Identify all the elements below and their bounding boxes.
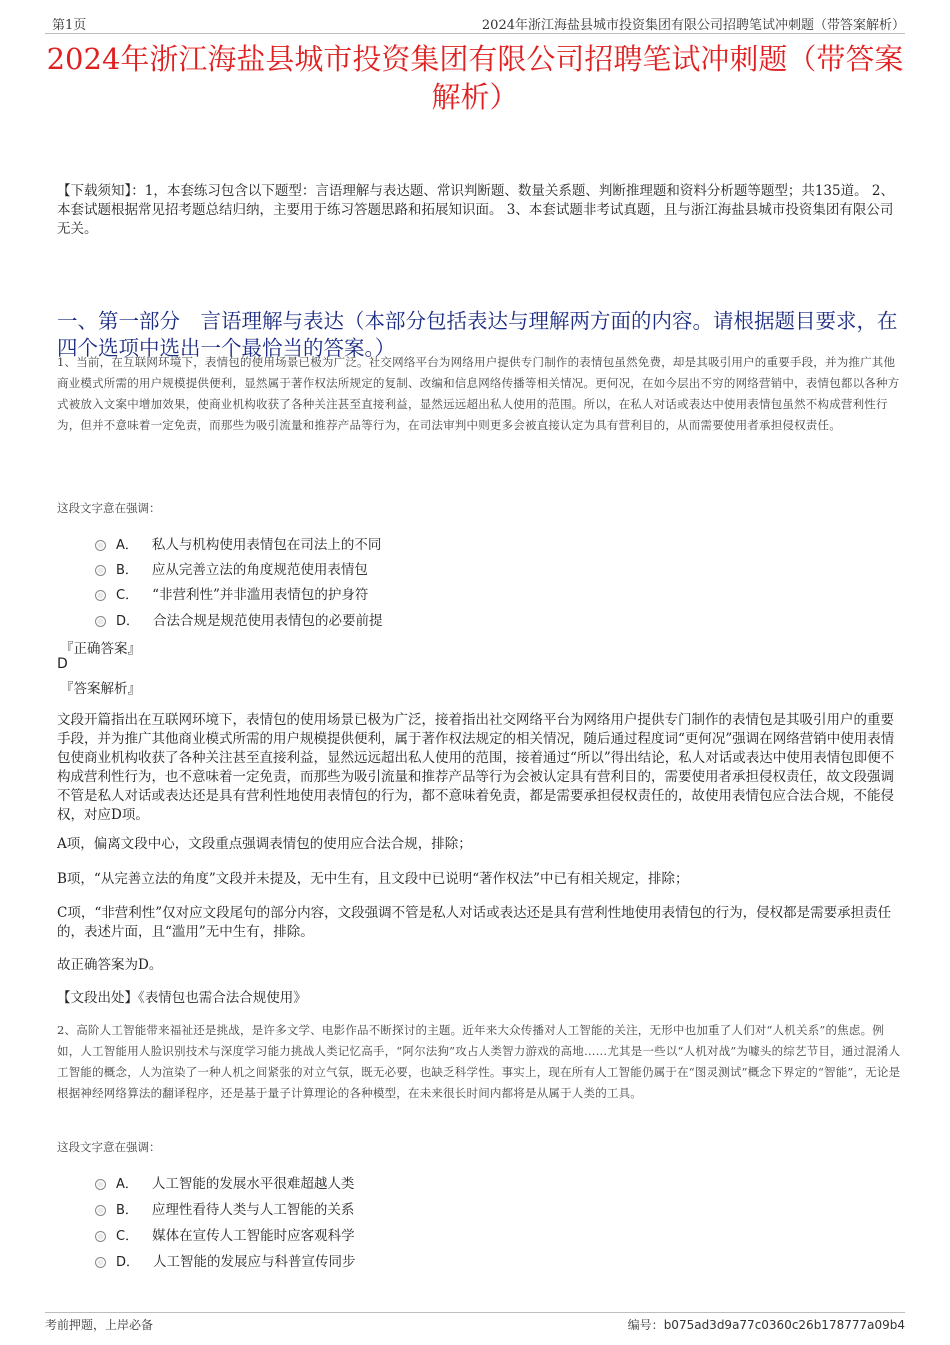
page-number: 第1页 (52, 18, 87, 33)
option-letter: D． (116, 613, 140, 629)
option-text: 应理性看待人类与人工智能的关系 (151, 1202, 355, 1218)
question-2-prompt: 这段文字意在强调： (57, 1140, 161, 1154)
option-letter: C． (116, 1228, 139, 1244)
answer-label: 『正确答案』 (60, 641, 141, 657)
footer-slogan: 考前押题，上岸必备 (45, 1318, 154, 1332)
option-letter: B． (116, 1202, 138, 1218)
q1-option-b[interactable] (95, 558, 368, 578)
footer-code (628, 1316, 905, 1333)
section-heading: 一、第一部分 言语理解与表达（本部分包括表达与理解两方面的内容。请根据题目要求，在四个选项中选出一个最恰当的答案。） (57, 309, 898, 360)
radio-icon[interactable] (95, 1179, 106, 1190)
radio-icon[interactable] (95, 540, 106, 551)
option-text: 媒体在宣传人工智能时应客观科学 (152, 1228, 355, 1244)
source-citation: 【文段出处】《表情包也需合法合规使用》 (57, 990, 307, 1006)
option-letter: C． (116, 587, 139, 603)
radio-icon[interactable] (95, 1257, 106, 1268)
question-1-prompt: 这段文字意在强调： (57, 501, 161, 515)
option-text: 人工智能的发展应与科普宣传同步 (153, 1254, 356, 1270)
page-title: 2024年浙江海盐县城市投资集团有限公司招聘笔试冲刺题（带答案解析） (46, 42, 904, 114)
analysis-option-c: C项，“非营利性”仅对应文段尾句的部分内容，文段强调不管是私人对话或表达还是具有营利性地使用表情包的行为，侵权都是需要承担责任的，表述片面，且“滥用”无中生有，排除。 (57, 905, 892, 940)
q1-option-c[interactable] (95, 583, 368, 603)
radio-icon[interactable] (95, 1231, 106, 1242)
footer-code-label: 编号： (627, 1318, 664, 1332)
option-text: 应从完善立法的角度规范使用表情包 (151, 562, 368, 578)
q2-option-c[interactable] (95, 1224, 355, 1244)
option-letter: D． (116, 1254, 140, 1270)
radio-icon[interactable] (95, 1205, 106, 1216)
analysis-option-b: B项，“从完善立法的角度”文段并未提及，无中生有，且文段中已说明“著作权法”中已有相关规定，排除； (57, 871, 689, 887)
option-text: 合法合规是规范使用表情包的必要前提 (153, 613, 383, 629)
analysis-conclusion: 故正确答案为D。 (57, 957, 163, 973)
answer-value: D (57, 656, 68, 672)
radio-icon[interactable] (95, 590, 106, 601)
header-doc-title: 2024年浙江海盐县城市投资集团有限公司招聘笔试冲刺题（带答案解析） (481, 18, 905, 33)
option-letter: A． (116, 537, 138, 553)
footer-code-value: b075ad3d9a77c0360c26b178777a09b4 (663, 1318, 905, 1332)
radio-icon[interactable] (95, 616, 106, 627)
radio-icon[interactable] (95, 565, 106, 576)
option-text: 人工智能的发展水平很难超越人类 (151, 1176, 355, 1192)
analysis-text: 文段开篇指出在互联网环境下，表情包的使用场景已极为广泛，接着指出社交网络平台为网络用户提供专门制作的表情包是其吸引用户的重要手段，并为推广其他商业模式所需的用户规模提供便利，属于著作权法规定的相关情况，随后通过程度词“更何况”强调在网络营销中使用表情包使商业机构收获了各种关注甚至直接利益，显然远远超出私人使用的范围，接着通过“所以”得出结论，私人对话或表达中使用表情包即便不构成营利性行为，也不意味着一定免责，而那些为吸引流量和推荐产品等行为会被认定具有营利目的，需要使用者承担侵权责任，故文段强调不管是私人对话或表达还是具有营利性地使用表情包的行为，都不意味着免责，都是需要承担侵权责任的，故使用表情包应合法合规，不能侵权，对应D项。 (57, 712, 895, 823)
option-text: “非营利性”并非滥用表情包的护身符 (152, 587, 369, 603)
analysis-option-a: A项，偏离文段中心，文段重点强调表情包的使用应合法合规，排除； (57, 836, 472, 852)
q2-option-a[interactable] (95, 1172, 354, 1192)
q1-option-a[interactable] (95, 533, 381, 553)
option-letter: B． (116, 562, 138, 578)
question-1-text: 1、当前，在互联网环境下，表情包的使用场景已极为广泛。社交网络平台为网络用户提供专门制作的表情包虽然免费，却是其吸引用户的重要手段，并为推广其他商业模式所需的用户规模提供便利，显然属于著作权法所规定的复制、改编和信息网络传播等相关情况。更何况，在如今层出不穷的网络营销中，表情包都以各种方式被放入文案中增加效果，使商业机构收获了各种关注甚至直接利益，显然远远超出私人使用的范围。所以，在私人对话或表达中使用表情包虽然不构成营利性行为，但并不意味着一定免责，而那些为吸引流量和推荐产品等行为，在司法审判中则更多会被直接认定为具有营利目的，从而需要使用者承担侵权责任。 (57, 355, 900, 432)
option-letter: A． (116, 1176, 138, 1192)
download-notice: 【下载须知】：1，本套练习包含以下题型：言语理解与表达题、常识判断题、数量关系题、判断推理题和资料分析题等题型；共135道。 2、本套试题根据常见招考题总结归纳，主要用于练习答题思路和拓展知识面。 3、本套试题非考试真题，且与浙江海盐县城市投资集团有限公司无关。 (57, 183, 894, 237)
q2-option-d[interactable] (95, 1250, 356, 1270)
option-text: 私人与机构使用表情包在司法上的不同 (151, 537, 382, 553)
header-divider (45, 33, 905, 34)
analysis-label: 『答案解析』 (60, 681, 141, 697)
footer-divider (45, 1312, 905, 1313)
q1-option-d[interactable] (95, 609, 383, 629)
q2-option-b[interactable] (95, 1198, 354, 1218)
question-2-text: 2、高阶人工智能带来福祉还是挑战，是许多文学、电影作品不断探讨的主题。近年来大众传播对人工智能的关注，无形中也加重了人们对“人机关系”的焦虑。例如，人工智能用人脸识别技术与深度学习能力挑战人类记忆高手，“阿尔法狗”攻占人类智力游戏的高地……尤其是一些以“人机对战”为噱头的综艺节目，通过混淆人工智能的概念，人为渲染了一种人机之间紧张的对立气氛，既无必要，也缺乏科学性。事实上，现在所有人工智能仍属于在“图灵测试”概念下界定的“智能”，无论是根据神经网络算法的翻译程序，还是基于量子计算理论的各种模型，在未来很长时间内都将是从属于人类的工具。 (57, 1023, 901, 1100)
